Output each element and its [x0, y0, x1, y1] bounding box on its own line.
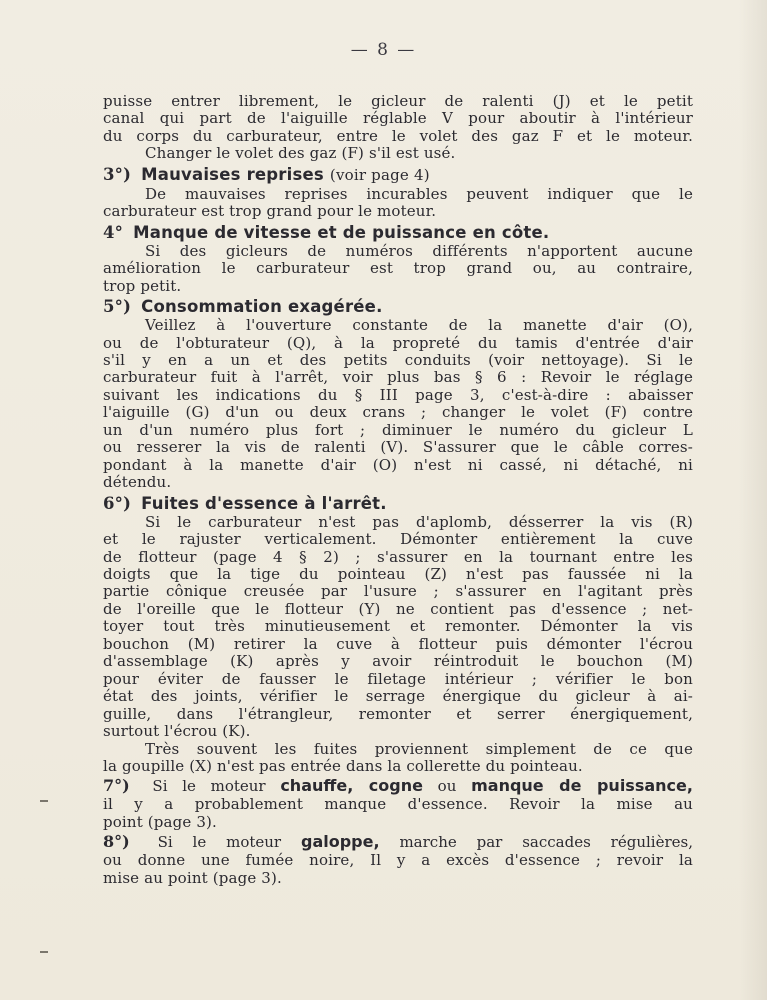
text-line: trop petit. [103, 276, 182, 295]
text-line: pondant à la manette d'air (O) n'est ni cassé, ni détaché, ni [103, 455, 693, 474]
section-heading-8: 8°) Si le moteur galoppe, marche par saccades régulières, [103, 832, 693, 852]
text-line: mise au point (page 3). [103, 868, 282, 887]
text-line: bouchon (M) retirer la cuve à flotteur puis démonter l'écrou [103, 634, 693, 653]
text-line: ou resserer la vis de ralenti (V). S'assurer que le câble corres- [103, 438, 693, 457]
text-line: canal qui part de l'aiguille réglable V pour aboutir à l'intérieur [103, 109, 693, 128]
section-heading-6: 6°) Fuites d'essence à l'arrêt. [103, 493, 387, 513]
text-line: carburateur fuit à l'arrêt, voir plus bas § 6 : Revoir le réglage [103, 368, 693, 387]
text-line: pour éviter de fausser le filetage intérieur ; vérifier le bon [103, 669, 693, 688]
page-edge-shadow [739, 0, 767, 1000]
text-line: s'il y en a un et des petits conduits (voir nettoyage). Si le [103, 350, 693, 369]
text-line: un d'un numéro plus fort ; diminuer le numéro du gicleur L [103, 420, 693, 439]
text-line: Si des gicleurs de numéros différents n'apportent aucune [145, 241, 693, 260]
text-line: détendu. [103, 473, 172, 492]
text-line: partie cônique creusée par l'usure ; s'assurer en l'agitant près [103, 582, 693, 601]
text-line: surtout l'écrou (K). [103, 722, 251, 741]
text-line: amélioration le carburateur est trop grand ou, au contraire, [103, 259, 693, 278]
section-heading-7: 7°) Si le moteur chauffe, cogne ou manque de puissance, [103, 776, 693, 796]
text-line: ou donne une fumée noire, Il y a excès d'essence ; revoir la [103, 851, 693, 870]
text-line: Si le carburateur n'est pas d'aplomb, désserrer la vis (R) [145, 512, 693, 531]
text-line: état des joints, vérifier le serrage énergique du gicleur à ai- [103, 687, 693, 706]
text-line: de flotteur (page 4 § 2) ; s'assurer en la tournant entre les [103, 547, 693, 566]
text-line: il y a probablement manque d'essence. Revoir la mise au [103, 795, 693, 814]
page-content [103, 93, 693, 887]
text-line: Changer le volet des gaz (F) s'il est usé. [145, 144, 456, 163]
text-line: l'aiguille (G) d'un ou deux crans ; changer le volet (F) contre [103, 403, 693, 422]
text-line: Veillez à l'ouverture constante de la manette d'air (O), [145, 316, 693, 335]
text-line: guille, dans l'étrangleur, remonter et serrer énergiquement, [103, 704, 693, 723]
section-heading-3: 3°) Mauvaises reprises (voir page 4) [103, 164, 430, 184]
text-line: ou de l'obturateur (Q), à la propreté du tamis d'entrée d'air [103, 333, 693, 352]
text-line: point (page 3). [103, 812, 217, 831]
text-line: d'assemblage (K) après y avoir réintroduit le bouchon (M) [103, 652, 693, 671]
text-line: la goupille (X) n'est pas entrée dans la collerette du pointeau. [103, 756, 583, 775]
text-line: Très souvent les fuites proviennent simplement de ce que [145, 739, 693, 758]
text-line: carburateur est trop grand pour le moteur. [103, 202, 437, 221]
page-number: — 8 — [350, 40, 417, 60]
section-heading-5: 5°) Consommation exagérée. [103, 297, 383, 317]
text-line: doigts que la tige du pointeau (Z) n'est pas faussée ni la [103, 564, 693, 583]
text-line: du corps du carburateur, entre le volet des gaz F et le moteur. [103, 126, 693, 145]
text-line: suivant les indications du § III page 3, c'est-à-dire : abaisser [103, 385, 693, 404]
margin-mark [40, 800, 48, 802]
text-line: puisse entrer librement, le gicleur de ralenti (J) et le petit [103, 92, 693, 110]
text-line: et le rajuster verticalement. Démonter entièrement la cuve [103, 530, 693, 549]
margin-mark [40, 951, 48, 953]
text-line: toyer tout très minutieusement et remonter. Démonter la vis [103, 617, 693, 636]
text-line: De mauvaises reprises incurables peuvent indiquer que le [145, 184, 693, 203]
section-heading-4: 4° Manque de vitesse et de puissance en côte. [103, 222, 550, 242]
text-line: de l'oreille que le flotteur (Y) ne contient pas d'essence ; net- [103, 599, 693, 618]
